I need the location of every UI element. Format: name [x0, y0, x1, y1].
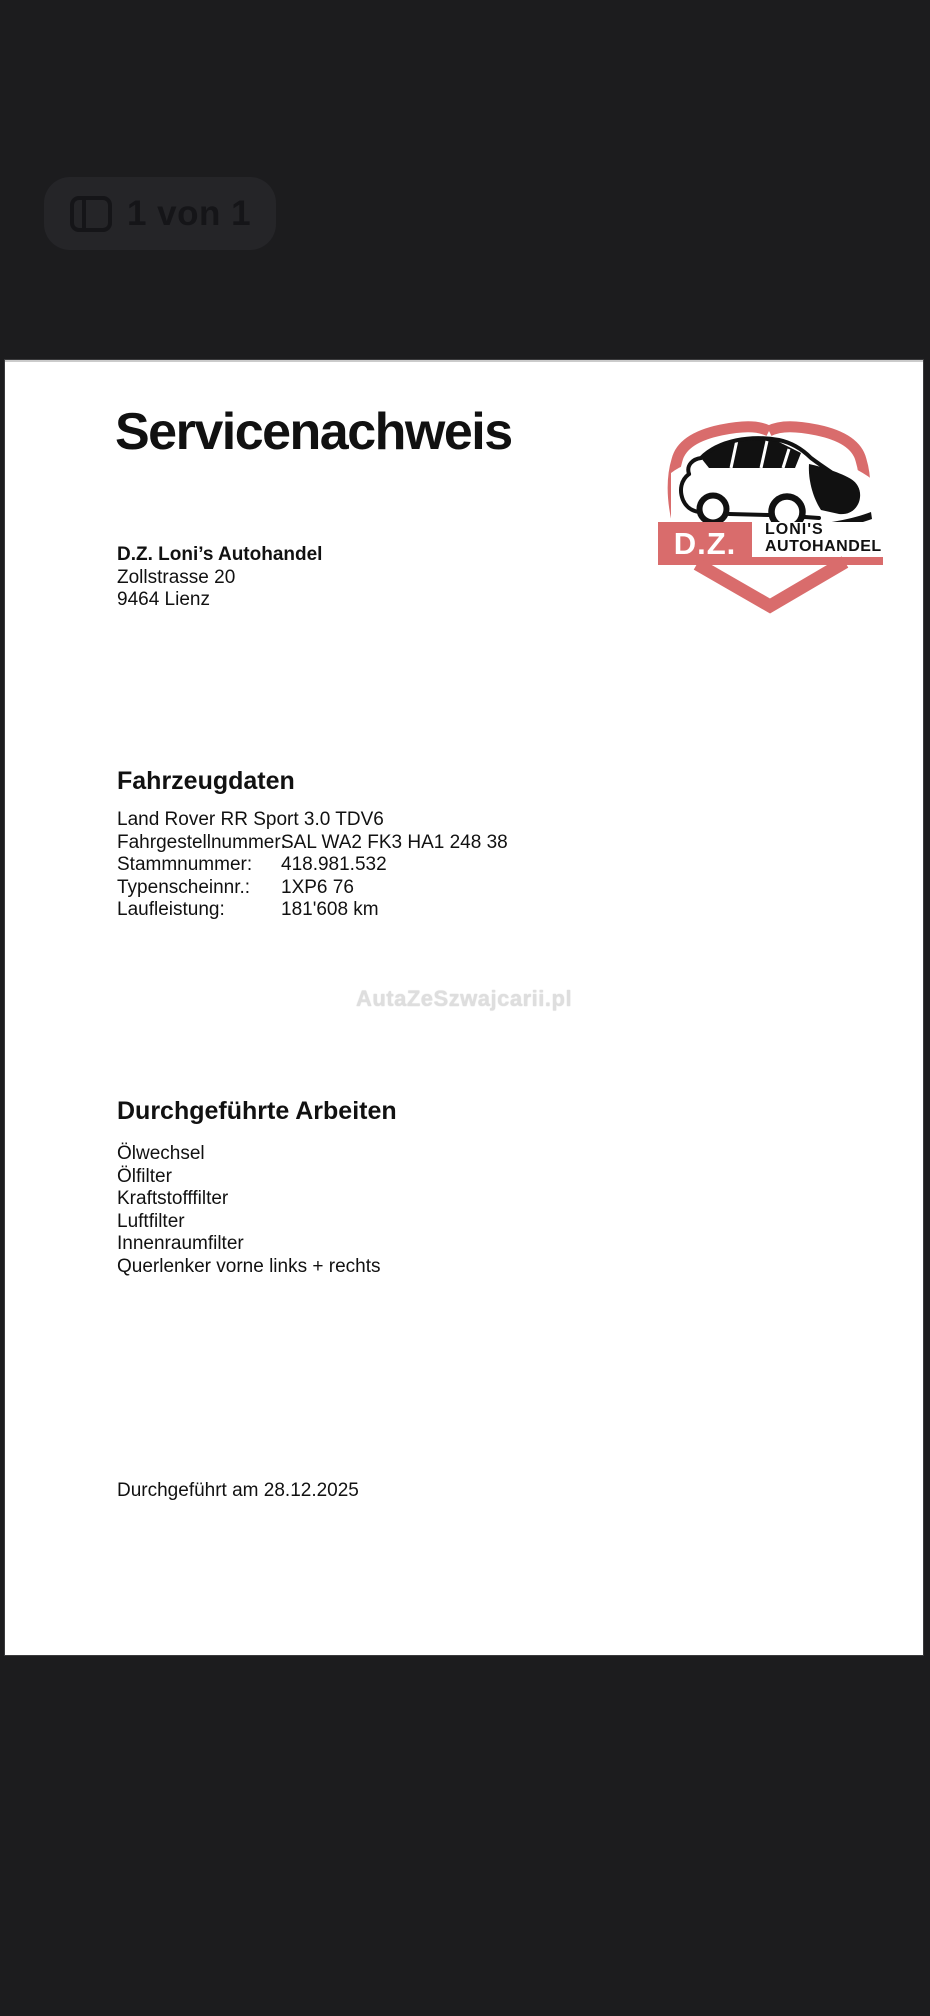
- work-item: Innenraumfilter: [117, 1233, 244, 1255]
- vehicle-row-typenschein: Typenscheinnr.: 1XP6 76: [117, 876, 354, 898]
- logo-name-line2: AUTOHANDEL: [765, 538, 882, 555]
- page-indicator-button[interactable]: [44, 177, 276, 250]
- company-address: [117, 544, 322, 612]
- logo-badge-text: D.Z.: [673, 525, 737, 561]
- work-list: [117, 1143, 380, 1279]
- vehicle-row-stammnummer: Stammnummer: 418.981.532: [117, 854, 387, 876]
- vehicle-model: Land Rover RR Sport 3.0 TDV6: [117, 809, 384, 830]
- vehicle-row-laufleistung: Laufleistung: 181'608 km: [117, 899, 379, 921]
- vehicle-row-vin: Fahrgestellnummer: SAL WA2 FK3 HA1 248 38: [117, 831, 508, 853]
- watermark-text: AutaZeSzwajcarii.pl: [355, 986, 573, 1011]
- vehicle-section-heading: Fahrzeugdaten: [117, 767, 295, 795]
- document-page: [5, 360, 923, 1655]
- performed-date-line: Durchgeführt am 28.12.2025: [117, 1480, 359, 1501]
- company-logo: [653, 418, 885, 618]
- page-indicator-label: 1 von 1: [126, 193, 252, 233]
- work-item: Querlenker vorne links + rechts: [117, 1255, 381, 1277]
- work-section-heading: Durchgeführte Arbeiten: [117, 1097, 397, 1125]
- company-city: 9464 Lienz: [117, 589, 210, 611]
- company-name: D.Z. Loni’s Autohandel: [117, 544, 323, 565]
- work-item: Kraftstofffilter: [117, 1188, 229, 1210]
- logo-graphic: [653, 418, 885, 618]
- sidebar-pages-icon: [69, 195, 113, 233]
- work-item: Luftfilter: [117, 1210, 185, 1232]
- vehicle-data: [117, 809, 508, 922]
- company-street: Zollstrasse 20: [117, 566, 236, 588]
- work-item: Ölwechsel: [117, 1143, 205, 1164]
- document-title: Servicenachweis: [115, 403, 512, 461]
- work-item: Ölfilter: [117, 1165, 172, 1187]
- logo-name-line1: LONI'S: [765, 521, 824, 538]
